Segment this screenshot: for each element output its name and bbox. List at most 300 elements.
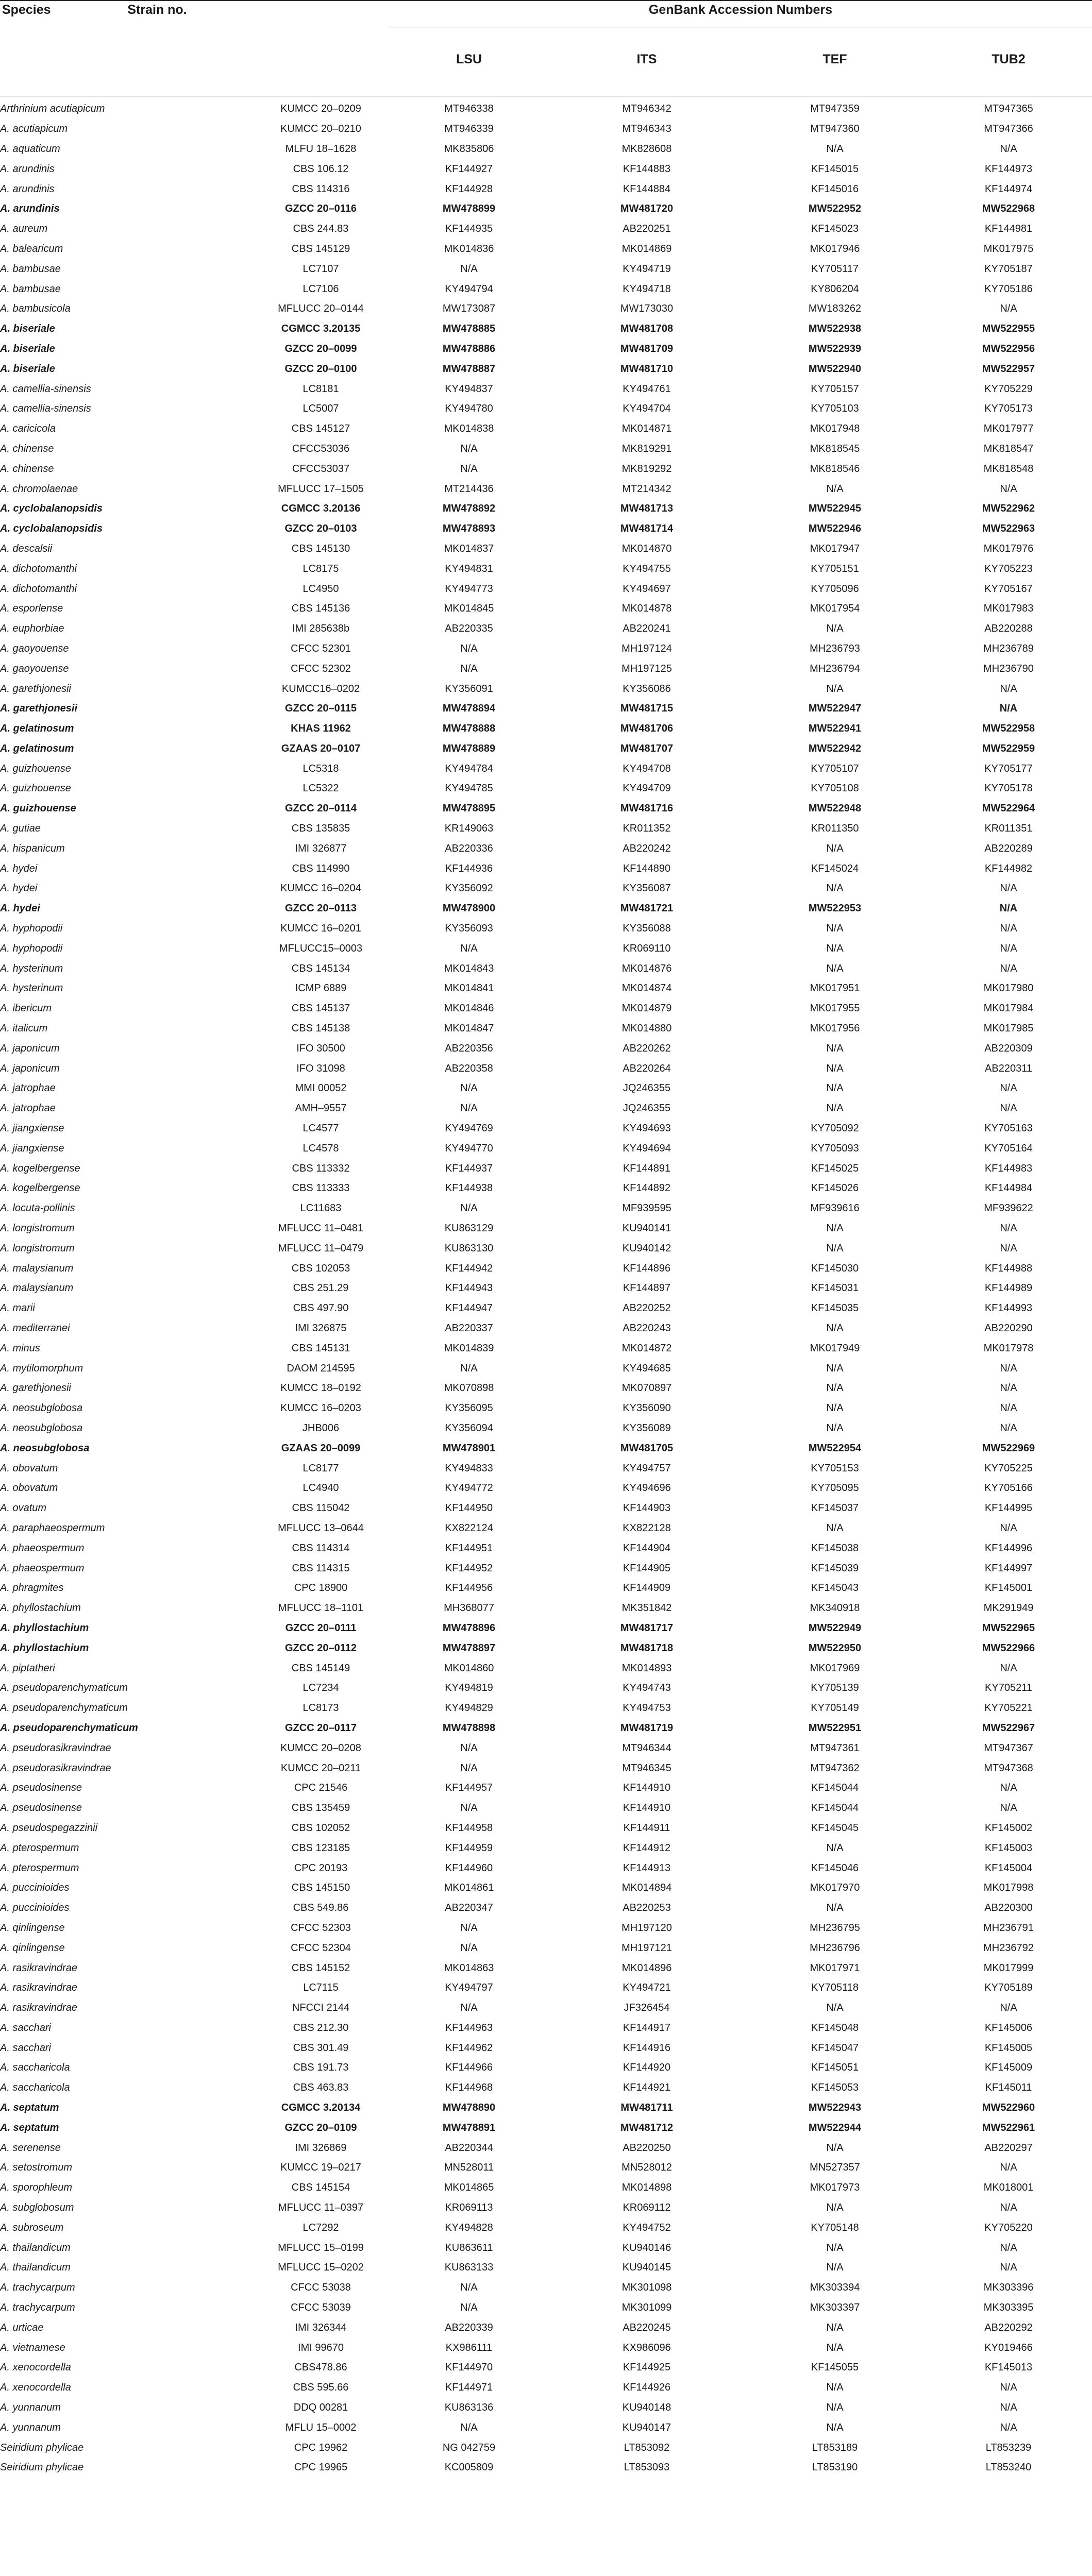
its-cell: MK014898: [621, 2182, 672, 2194]
species-cell: A. jiangxiense: [0, 1142, 64, 1154]
lsu-cell: KF144951: [445, 1542, 493, 1554]
table-row: [0, 1878, 1092, 1898]
lsu-cell: MW478897: [442, 1642, 496, 1654]
strain-cell: LC5318: [303, 762, 339, 774]
lsu-cell: MK014839: [444, 1342, 494, 1354]
its-cell: MW481714: [620, 523, 674, 535]
its-cell: KY494743: [623, 1682, 671, 1694]
table-row: [0, 119, 1092, 139]
strain-cell: LC5007: [303, 403, 339, 415]
its-cell: MT214342: [622, 483, 671, 495]
its-cell: KF144896: [623, 1262, 671, 1274]
lsu-cell: KU863133: [444, 2262, 494, 2274]
table-row: [0, 1438, 1092, 1458]
lsu-cell: KU863129: [444, 1223, 494, 1234]
lsu-cell: KF144956: [445, 1582, 493, 1594]
strain-cell: MFLUCC 17–1505: [278, 483, 364, 495]
species-cell: A. guizhouense: [0, 803, 76, 815]
species-cell: A. puccinioides: [0, 1882, 70, 1894]
header-strain: Strain no.: [127, 3, 187, 17]
lsu-cell: MW478901: [442, 1442, 496, 1454]
tef-cell: MK303397: [810, 2302, 860, 2314]
lsu-cell: MK070898: [444, 1382, 494, 1394]
species-cell: A. thailandicum: [0, 2262, 71, 2274]
species-cell: A. neosubglobosa: [0, 1442, 90, 1454]
table-row: [0, 2258, 1092, 2278]
its-cell: KU940148: [622, 2402, 671, 2414]
its-cell: MK828608: [621, 143, 672, 155]
table-row: [0, 799, 1092, 819]
table-row: [0, 2217, 1092, 2238]
table-row: [0, 1078, 1092, 1098]
tub2-cell: MW522969: [982, 1442, 1035, 1454]
table-row: [0, 479, 1092, 499]
tef-cell: KY705092: [811, 1123, 859, 1134]
strain-cell: CBS 145130: [291, 543, 350, 554]
species-cell: A. kogelbergense: [0, 1162, 80, 1174]
table-row: [0, 1498, 1092, 1518]
strain-cell: GZCC 20–0116: [285, 203, 357, 215]
species-cell: A. pseudosinense: [0, 1802, 82, 1814]
table-row: [0, 1458, 1092, 1478]
header-its: ITS: [636, 52, 657, 66]
species-cell: A. aquaticum: [0, 143, 60, 155]
strain-cell: LC7115: [303, 1982, 339, 1994]
tub2-cell: MW522957: [982, 363, 1035, 375]
tub2-cell: MK018001: [983, 2182, 1034, 2194]
lsu-cell: AB220337: [445, 1323, 493, 1334]
strain-cell: GZAAS 20–0099: [281, 1442, 361, 1454]
lsu-cell: KY494833: [445, 1462, 493, 1474]
tub2-cell: MF939622: [984, 1202, 1033, 1214]
tef-cell: KY705093: [811, 1142, 859, 1154]
tef-cell: KF145039: [811, 1562, 859, 1574]
tub2-cell: KF145002: [984, 1822, 1033, 1834]
lsu-cell: KY356094: [445, 1422, 493, 1434]
its-cell: KY494752: [623, 2222, 671, 2233]
lsu-cell: KU863611: [445, 2242, 493, 2253]
tef-cell: N/A: [826, 683, 844, 694]
table-row: [0, 299, 1092, 319]
species-cell: A. thailandicum: [0, 2242, 71, 2253]
table-row: [0, 778, 1092, 799]
tef-cell: N/A: [826, 2382, 844, 2394]
tef-cell: KY705157: [811, 383, 859, 395]
its-cell: KF144903: [623, 1502, 671, 1514]
tub2-cell: N/A: [1000, 483, 1017, 495]
species-cell: A. rasikravindrae: [0, 2002, 78, 2014]
tef-cell: MK017948: [810, 423, 860, 435]
its-cell: KF144884: [623, 183, 671, 195]
table-row: [0, 1578, 1092, 1598]
lsu-cell: AB220344: [445, 2142, 493, 2154]
strain-cell: MFLUCC15–0003: [279, 942, 363, 954]
species-cell: A. bambusae: [0, 283, 61, 295]
lsu-cell: KU863136: [444, 2402, 494, 2414]
its-cell: MK014870: [621, 543, 672, 554]
lsu-cell: MT214436: [444, 483, 494, 495]
its-cell: KU940147: [622, 2421, 671, 2433]
tub2-cell: MH236790: [983, 663, 1034, 674]
table-row: [0, 1398, 1092, 1418]
lsu-cell: MK014838: [444, 423, 494, 435]
tub2-cell: AB220289: [984, 842, 1033, 854]
species-cell: A. hysterinum: [0, 962, 63, 974]
strain-cell: KHAS 11962: [291, 723, 351, 735]
lsu-cell: KY356095: [445, 1402, 493, 1414]
header-tub2: TUB2: [992, 52, 1026, 66]
tef-cell: LT853189: [812, 2442, 858, 2453]
strain-cell: GZCC 20–0100: [284, 363, 357, 375]
its-cell: AB220241: [623, 623, 671, 635]
strain-cell: KUMCC 18–0192: [280, 1382, 361, 1394]
lsu-cell: KF144928: [445, 183, 493, 195]
lsu-cell: N/A: [460, 663, 478, 674]
species-cell: A. mediterranei: [0, 1323, 70, 1334]
strain-cell: IFO 31098: [296, 1062, 345, 1074]
strain-cell: IMI 326869: [295, 2142, 347, 2154]
species-cell: A. pseudosinense: [0, 1782, 82, 1794]
strain-cell: CBS 145134: [291, 962, 350, 974]
tub2-cell: N/A: [1000, 143, 1017, 155]
tef-cell: N/A: [826, 923, 844, 935]
lsu-cell: MK014861: [444, 1882, 494, 1894]
tub2-cell: KF144995: [984, 1502, 1033, 1514]
its-cell: AB220251: [623, 223, 671, 235]
lsu-cell: MW478890: [442, 2102, 496, 2114]
species-cell: A. dichotomanthi: [0, 583, 77, 595]
lsu-cell: KF144947: [445, 1302, 493, 1314]
its-cell: AB220250: [623, 2142, 671, 2154]
tef-cell: N/A: [826, 1242, 844, 1254]
lsu-cell: KY494819: [445, 1682, 493, 1694]
strain-cell: LC4940: [303, 1482, 339, 1494]
species-cell: A. biseriale: [0, 343, 55, 354]
its-cell: AB220262: [623, 1042, 671, 1054]
its-cell: KF144892: [623, 1182, 671, 1194]
species-cell: A. biseriale: [0, 363, 55, 375]
table-row: [0, 1798, 1092, 1818]
its-cell: MW481712: [620, 2122, 674, 2133]
tub2-cell: N/A: [1000, 2162, 1017, 2174]
tub2-cell: MT947366: [984, 123, 1033, 135]
tef-cell: KF145047: [811, 2042, 859, 2054]
tub2-cell: KF144983: [984, 1162, 1033, 1174]
its-cell: KF144897: [623, 1282, 671, 1294]
tub2-cell: KF145001: [984, 1582, 1033, 1594]
strain-cell: CBS 123185: [291, 1842, 350, 1854]
tef-cell: N/A: [826, 1842, 844, 1854]
tef-cell: KF145035: [811, 1302, 859, 1314]
strain-cell: IFO 30500: [296, 1042, 345, 1054]
lsu-cell: MT946339: [444, 123, 494, 135]
its-cell: MW481718: [620, 1642, 674, 1654]
table-row: [0, 699, 1092, 719]
species-cell: A. guizhouense: [0, 762, 71, 774]
tef-cell: KF145053: [811, 2082, 859, 2094]
tub2-cell: MK017975: [983, 243, 1034, 255]
tub2-cell: KY705187: [984, 263, 1033, 275]
tef-cell: N/A: [826, 1382, 844, 1394]
lsu-cell: KF144942: [445, 1262, 493, 1274]
strain-cell: LC11683: [300, 1202, 342, 1214]
tub2-cell: MW522966: [982, 1642, 1035, 1654]
species-cell: A. pseudoparenchymaticum: [0, 1702, 128, 1714]
strain-cell: GZCC 20–0113: [285, 903, 357, 914]
species-cell: A. pterospermum: [0, 1862, 79, 1874]
table-row: [0, 1318, 1092, 1338]
tef-cell: MW522940: [808, 363, 862, 375]
tef-cell: KF145037: [811, 1502, 859, 1514]
lsu-cell: KF144938: [445, 1182, 493, 1194]
tef-cell: KR011350: [811, 823, 859, 835]
tef-cell: MK818545: [810, 443, 860, 454]
lsu-cell: N/A: [460, 1082, 478, 1094]
tef-cell: MK340918: [810, 1602, 860, 1614]
lsu-cell: NG 042759: [442, 2442, 496, 2453]
its-cell: MK014872: [621, 1342, 672, 1354]
table-row: [0, 1218, 1092, 1239]
strain-cell: IMI 285638b: [292, 623, 350, 635]
its-cell: KF144917: [623, 2022, 671, 2033]
table-row: [0, 179, 1092, 199]
lsu-cell: MK014863: [444, 1962, 494, 1974]
species-cell: A. subroseum: [0, 2222, 64, 2233]
tef-cell: KY705117: [811, 263, 859, 275]
header-tef: TEF: [822, 52, 847, 66]
tef-cell: N/A: [826, 2202, 844, 2214]
tub2-cell: KY705229: [984, 383, 1033, 395]
lsu-cell: KU863130: [444, 1242, 494, 1254]
tub2-cell: N/A: [1000, 1082, 1017, 1094]
lsu-cell: N/A: [460, 1802, 478, 1814]
tef-cell: N/A: [826, 962, 844, 974]
strain-cell: CBS 191.73: [293, 2062, 349, 2074]
table-row: [0, 459, 1092, 479]
species-cell: A. pterospermum: [0, 1842, 79, 1854]
tub2-cell: MW522967: [982, 1722, 1035, 1734]
header-lsu: LSU: [456, 52, 482, 66]
tef-cell: MW522954: [808, 1442, 862, 1454]
species-cell: A. ibericum: [0, 1003, 52, 1014]
species-cell: A. malaysianum: [0, 1262, 74, 1274]
tef-cell: N/A: [826, 1042, 844, 1054]
species-cell: A. biseriale: [0, 323, 55, 335]
tef-cell: KF145046: [811, 1862, 859, 1874]
lsu-cell: MW478887: [442, 363, 496, 375]
its-cell: MW481706: [620, 723, 674, 735]
table-row: [0, 2358, 1092, 2378]
species-cell: A. puccinioides: [0, 1902, 70, 1914]
its-cell: MK014893: [621, 1662, 672, 1674]
table-row: [0, 1558, 1092, 1578]
strain-cell: CBS 114316: [292, 183, 350, 195]
tub2-cell: N/A: [1000, 1662, 1017, 1674]
tef-cell: LT853190: [812, 2462, 858, 2473]
strain-cell: LC8175: [303, 563, 339, 574]
strain-cell: CBS 135835: [291, 823, 350, 835]
tef-cell: KY705148: [811, 2222, 859, 2233]
strain-cell: MFLU 15–0002: [285, 2421, 357, 2433]
tub2-cell: N/A: [1000, 683, 1017, 694]
species-cell: A. xenocordella: [0, 2382, 71, 2394]
strain-cell: MFLUCC 18–1101: [278, 1602, 364, 1614]
its-cell: KF144910: [623, 1802, 671, 1814]
tub2-cell: N/A: [1000, 2402, 1017, 2414]
tef-cell: MH236796: [810, 1942, 860, 1954]
species-cell: A. euphorbiae: [0, 623, 64, 635]
table-row: [0, 579, 1092, 599]
species-cell: A. obovatum: [0, 1462, 58, 1474]
lsu-cell: MH368077: [444, 1602, 494, 1614]
tef-cell: KY705095: [811, 1482, 859, 1494]
tub2-cell: LT853240: [985, 2462, 1032, 2473]
tub2-cell: MH236791: [983, 1922, 1034, 1934]
tef-cell: KY705107: [811, 762, 859, 774]
strain-cell: CPC 19962: [294, 2442, 348, 2453]
strain-cell: CPC 18900: [294, 1582, 348, 1594]
strain-cell: IMI 326875: [295, 1323, 347, 1334]
species-cell: A. arundinis: [0, 203, 60, 215]
tub2-cell: MK017978: [983, 1342, 1034, 1354]
table-row: [0, 599, 1092, 619]
tef-cell: KY705153: [811, 1462, 859, 1474]
tef-cell: MW522938: [808, 323, 862, 335]
its-cell: KY494719: [623, 263, 671, 275]
tef-cell: MK017951: [810, 982, 860, 994]
tub2-cell: MK017985: [983, 1023, 1034, 1035]
tub2-cell: N/A: [1000, 1242, 1017, 1254]
species-cell: A. gelatinosum: [0, 723, 74, 735]
tub2-cell: AB220300: [984, 1902, 1033, 1914]
tub2-cell: MK818548: [983, 463, 1034, 474]
its-cell: KY494704: [623, 403, 671, 415]
strain-cell: DDQ 00281: [293, 2402, 348, 2414]
table-row: [0, 1958, 1092, 1978]
species-cell: A. hysterinum: [0, 982, 63, 994]
strain-cell: ICMP 6889: [295, 982, 347, 994]
lsu-cell: AB220336: [445, 842, 493, 854]
its-cell: MN528012: [621, 2162, 672, 2174]
tef-cell: MK017954: [810, 603, 860, 615]
tef-cell: N/A: [826, 1522, 844, 1534]
table-row: [0, 1538, 1092, 1558]
tef-cell: MK017956: [810, 1023, 860, 1035]
strain-cell: CFCC 53039: [291, 2302, 351, 2314]
tub2-cell: KF145006: [984, 2022, 1033, 2033]
species-cell: A. saccharicola: [0, 2062, 70, 2074]
table-row: [0, 99, 1092, 119]
table-row: [0, 679, 1092, 699]
tub2-cell: N/A: [999, 703, 1018, 715]
its-cell: AB220264: [623, 1062, 671, 1074]
table-row: [0, 2198, 1092, 2218]
lsu-cell: KY494784: [445, 762, 493, 774]
table-row: [0, 1638, 1092, 1658]
species-cell: A. mytilomorphum: [0, 1362, 83, 1374]
tub2-cell: KF144997: [984, 1562, 1033, 1574]
species-cell: A. urticae: [0, 2321, 44, 2333]
its-cell: KY494693: [623, 1123, 671, 1134]
table-row: [0, 1678, 1092, 1698]
lsu-cell: KF144935: [445, 223, 493, 235]
tef-cell: N/A: [826, 2421, 844, 2433]
strain-cell: LC8177: [303, 1462, 339, 1474]
strain-cell: KUMCC 20–0211: [280, 1762, 361, 1774]
tub2-cell: KF144982: [984, 862, 1033, 874]
tef-cell: MK818546: [810, 463, 860, 474]
tub2-cell: MK291949: [983, 1602, 1034, 1614]
tub2-cell: KY705221: [984, 1702, 1033, 1714]
species-cell: A. trachycarpum: [0, 2282, 75, 2294]
species-cell: A. septatum: [0, 2122, 59, 2133]
strain-cell: LC4578: [303, 1142, 339, 1154]
its-cell: KY356086: [623, 683, 671, 694]
tub2-cell: MW522955: [982, 323, 1035, 335]
tef-cell: N/A: [826, 1223, 844, 1234]
strain-cell: MLFU 18–1628: [285, 143, 357, 155]
strain-cell: CBS478.86: [294, 2362, 347, 2374]
species-cell: A. rasikravindrae: [0, 1962, 78, 1974]
table-row: [0, 2278, 1092, 2298]
its-cell: MK014878: [621, 603, 672, 615]
strain-cell: CBS 497.90: [293, 1302, 349, 1314]
table-row: [0, 1698, 1092, 1718]
strain-cell: CFCC53036: [292, 443, 350, 454]
table-row: [0, 239, 1092, 259]
species-cell: A. cyclobalanopsidis: [0, 503, 103, 515]
lsu-cell: KR069113: [445, 2202, 493, 2214]
its-cell: KF144904: [623, 1542, 671, 1554]
tef-cell: N/A: [826, 1362, 844, 1374]
lsu-cell: MK014846: [444, 1003, 494, 1014]
its-cell: MK301098: [621, 2282, 672, 2294]
species-cell: A. neosubglobosa: [0, 1422, 83, 1434]
strain-cell: GZAAS 20–0107: [281, 742, 361, 754]
tef-cell: KY806204: [811, 283, 859, 295]
tub2-cell: KF144989: [984, 1282, 1033, 1294]
species-cell: A. hydei: [0, 903, 40, 914]
tef-cell: N/A: [826, 1402, 844, 1414]
tub2-cell: KF145009: [984, 2062, 1033, 2074]
table-row: [0, 2178, 1092, 2198]
tef-cell: KF145016: [811, 183, 859, 195]
its-cell: KY494694: [623, 1142, 671, 1154]
species-cell: A. yunnanum: [0, 2421, 61, 2433]
lsu-cell: AB220339: [445, 2321, 493, 2333]
table-row: [0, 1978, 1092, 1998]
tef-cell: KF145023: [811, 223, 859, 235]
lsu-cell: N/A: [460, 1762, 478, 1774]
strain-cell: CBS 115042: [292, 1502, 350, 1514]
tub2-cell: N/A: [1000, 883, 1017, 894]
strain-cell: JHB006: [302, 1422, 340, 1434]
tef-cell: KY705139: [811, 1682, 859, 1694]
tef-cell: MK017949: [810, 1342, 860, 1354]
its-cell: AB220242: [623, 842, 671, 854]
its-cell: MK819292: [621, 463, 672, 474]
its-cell: KF144916: [623, 2042, 671, 2054]
tef-cell: N/A: [826, 1323, 844, 1334]
its-cell: KU940145: [622, 2262, 671, 2274]
table-row: [0, 2417, 1092, 2437]
tub2-cell: MW522956: [982, 343, 1035, 354]
its-cell: KY494755: [623, 563, 671, 574]
its-cell: MK351842: [621, 1602, 672, 1614]
table-row: [0, 878, 1092, 899]
species-cell: A. neosubglobosa: [0, 1402, 83, 1414]
tub2-cell: N/A: [1000, 303, 1017, 315]
